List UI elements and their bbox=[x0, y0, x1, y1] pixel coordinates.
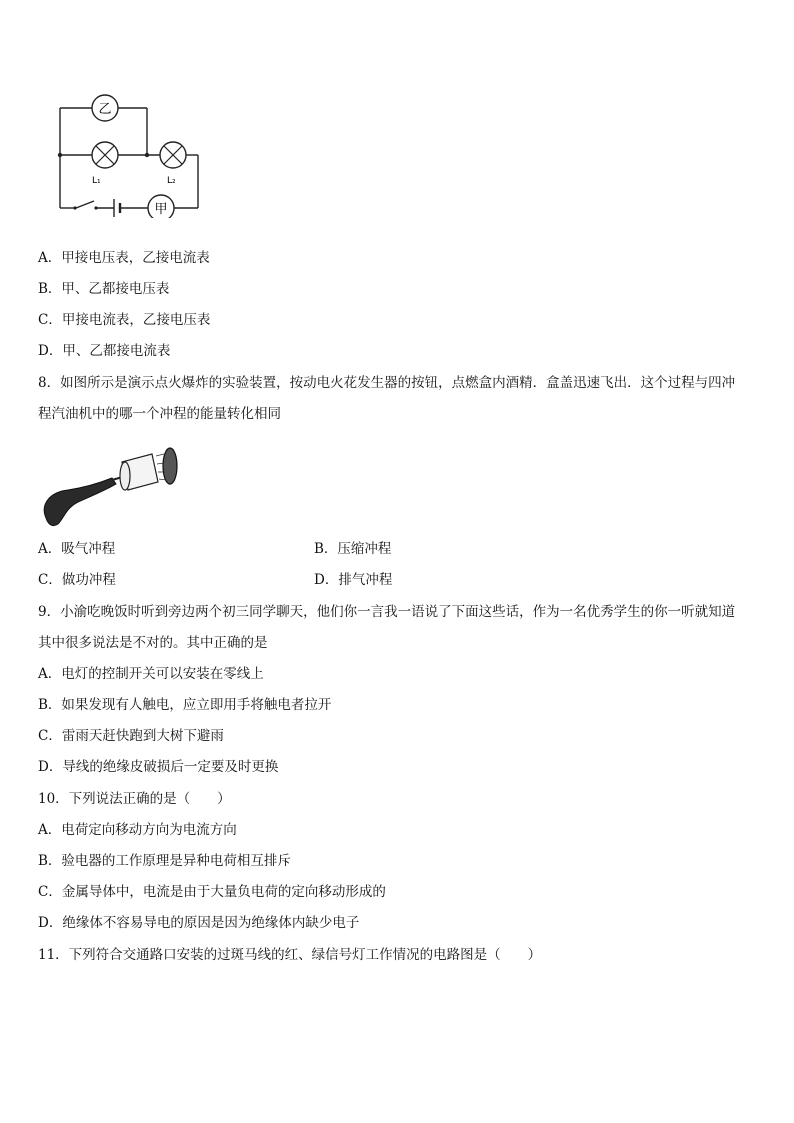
q7-option-b: B．甲、乙都接电压表 bbox=[38, 281, 170, 297]
q11-stem: 11．下列符合交通路口安装的过斑马线的红、绿信号灯工作情况的电路图是（ ） bbox=[38, 947, 542, 963]
q10-stem: 10．下列说法正确的是（ ） bbox=[38, 791, 231, 807]
q8-stem-line2: 程汽油机中的哪一个冲程的能量转化相同 bbox=[38, 406, 281, 422]
q9-stem-line2: 其中很多说法是不对的。其中正确的是 bbox=[38, 635, 268, 651]
meter-yi-label: 乙 bbox=[98, 102, 112, 117]
ignition-apparatus-illustration bbox=[40, 438, 190, 530]
q8-option-c: C．做功冲程 bbox=[38, 572, 116, 588]
q8-stem-line1: 8．如图所示是演示点火爆炸的实验装置，按动电火花发生器的按钮，点燃盒内酒精．盒盖迅速飞出．这个过程与四冲 bbox=[38, 375, 736, 391]
meter-yi bbox=[92, 95, 118, 121]
q8-option-a: A．吸气冲程 bbox=[38, 541, 116, 557]
q7-option-a: A．甲接电压表，乙接电流表 bbox=[38, 250, 210, 266]
q10-option-a: A．电荷定向移动方向为电流方向 bbox=[38, 822, 237, 838]
meter-jia-label: 甲 bbox=[154, 202, 168, 217]
q7-option-c: C．甲接电流表，乙接电压表 bbox=[38, 312, 211, 328]
q10-option-b: B．验电器的工作原理是异种电荷相互排斥 bbox=[38, 853, 291, 869]
lamp-l2 bbox=[160, 142, 186, 186]
q8-option-d: D．排气冲程 bbox=[314, 572, 393, 588]
q9-option-a: A．电灯的控制开关可以安装在零线上 bbox=[38, 666, 264, 682]
lamp-l1 bbox=[92, 142, 118, 186]
circuit-diagram bbox=[50, 88, 210, 218]
q9-option-b: B．如果发现有人触电，应立即用手将触电者拉开 bbox=[38, 697, 332, 713]
meter-jia bbox=[148, 195, 174, 218]
q10-option-d: D．绝缘体不容易导电的原因是因为绝缘体内缺少电子 bbox=[38, 915, 360, 931]
q7-option-d: D．甲、乙都接电流表 bbox=[38, 343, 171, 359]
q9-option-c: C．雷雨天赶快跑到大树下避雨 bbox=[38, 728, 224, 744]
q10-option-c: C．金属导体中，电流是由于大量负电荷的定向移动形成的 bbox=[38, 884, 386, 900]
lamp-l1-label: L₁ bbox=[92, 176, 101, 186]
q9-stem-line1: 9．小渝吃晚饭时听到旁边两个初三同学聊天，他们你一言我一语说了下面这些话，作为一名优秀学生的你一听就知道 bbox=[38, 604, 736, 620]
q9-option-d: D．导线的绝缘皮破损后一定要及时更换 bbox=[38, 759, 279, 775]
q8-option-b: B．压缩冲程 bbox=[314, 541, 392, 557]
lamp-l2-label: L₂ bbox=[167, 176, 176, 186]
